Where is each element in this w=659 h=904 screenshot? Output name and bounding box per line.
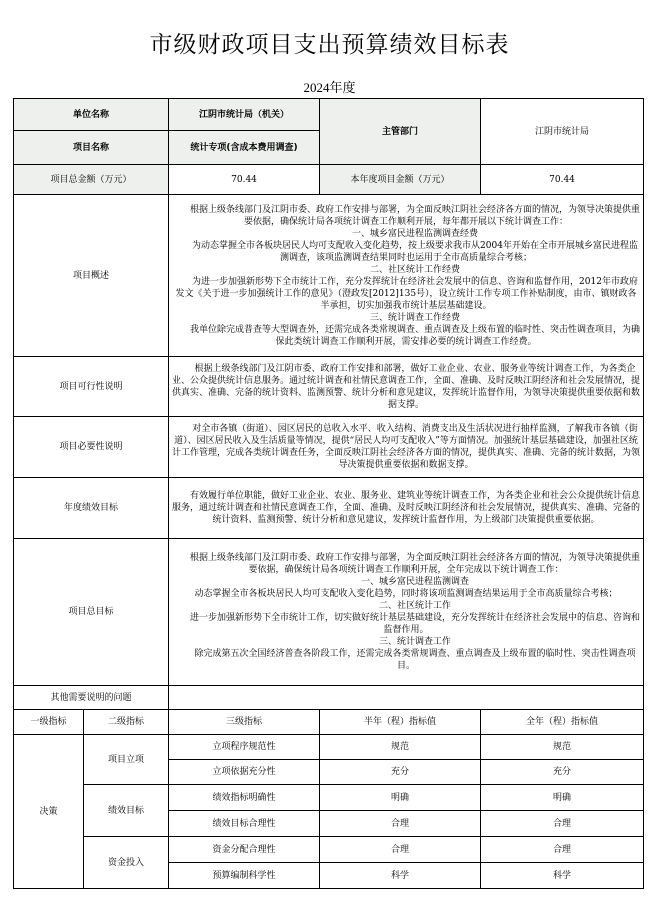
other-notes-label: 其他需要说明的问题 — [14, 686, 169, 710]
other-notes-value — [169, 686, 644, 710]
unit-name-label: 单位名称 — [14, 99, 169, 131]
level2-item: 绩效目标 — [84, 785, 169, 837]
header-level3: 三级指标 — [169, 710, 320, 735]
overview-text: 根据上级条线部门及江阴市委、政府工作安排与部署，为全面反映江阴社会经济各方面的情况，为领导决策提供重要依据，确保统计局各项统计调查工作顺利开展，每年都开展以下统计调查工作： 一、城乡富民进程监测调查经费 为动态掌握全市各板块居民人均可支配收入变化趋势，按上级要求我市从2004年开始在全市开展城乡富民进程监测调查，该项监测调查结果同时也运用于全市高质量综合考核； 二、社区统计工作经费 为进一步加强新形势下全市统计工作，充分发挥统计在经济社会发展中的信息、咨询和监督作用，2012年市政府发文《关于进一步加强统计工作的意见》（澄政发[2012]135号），设立统计工作专项工作补贴制度，由市、镇财政各半承担，切实加强我市统计基层基础建设。 三、统计调查工作经费 我单位除完成普查等大型调查外，还需完成各类常规调查、重点调查及上级布置的临时性、突击性调查项目，为确保此类统计调查工作顺利开展，需安排必要的统计调查工作经费。 — [169, 195, 644, 357]
header-full-year: 全年（程）指标值 — [481, 710, 644, 735]
half-value: 合理 — [320, 837, 481, 863]
annual-goal-label: 年度绩效目标 — [14, 478, 169, 539]
total-goal-text: 根据上级条线部门及江阴市委、政府工作安排与部署，为全面反映江阴社会经济各方面的情况，为领导决策提供重要依据，确保统计局各项统计调查工作顺利开展，全年完成以下统计调查工作： 一、城乡富民进程监测调查 动态掌握全市各板块居民人均可支配收入变化趋势，同时将该项监测调查结果运用于全市高质量综合考核； 二、社区统计工作 进一步加强新形势下全市统计工作，切实做好统计基层基础建设，充分发挥统计在经济社会发展中的信息、咨询和监督作用。 三、统计调查工作 除完成第五次全国经济普查各阶段工作，还需完成各类常规调查、重点调查及上级布置的临时性、突击性调查项目。 — [169, 539, 644, 686]
full-value: 规范 — [481, 735, 644, 760]
unit-name-value: 江阴市统计局（机关） — [169, 99, 320, 131]
level2-item: 项目立项 — [84, 735, 169, 785]
necessity-label: 项目必要性说明 — [14, 417, 169, 478]
necessity-text: 对全市各镇（街道）、园区居民的总收入水平、收入结构、消费支出及生活状况进行抽样监测，了解我市各镇（街道）、园区居民收入及生活质量等情况，提供“居民人均可支配收入”等方面情况。加强统计基层基础建设，加强社区统计工作管理，完成各类统计调查任务，全面反映江阴社会经济各方面的情况，提供真实、准确、完备的统计数据，为领导决策提供重要依据和数据支撑。 — [169, 417, 644, 478]
half-value: 明确 — [320, 785, 481, 811]
overview-label: 项目概述 — [14, 195, 169, 357]
header-level1: 一级指标 — [14, 710, 84, 735]
annual-goal-text: 有效履行单位职能，做好工业企业、农业、服务业、建筑业等统计调查工作，为各类企业和社会公众提供统计信息服务，通过统计调查和社情民意调查工作，全面、准确、及时反映江阴经济和社会发展情况，提供真实、准确、完备的统计资料、监测预警、统计分析和意见建议，发挥统计监督作用，为上级部门决策提供重要依据。 — [169, 478, 644, 539]
project-name-label: 项目名称 — [14, 131, 169, 165]
year-amount-value: 70.44 — [481, 165, 644, 195]
level3-item: 资金分配合理性 — [169, 837, 320, 863]
full-value: 科学 — [481, 863, 644, 889]
level3-item: 立项依据充分性 — [169, 760, 320, 785]
total-amount-label: 项目总金额（万元） — [14, 165, 169, 195]
total-amount-value: 70.44 — [169, 165, 320, 195]
total-goal-label: 项目总目标 — [14, 539, 169, 686]
full-value: 合理 — [481, 811, 644, 837]
full-value: 明确 — [481, 785, 644, 811]
half-value: 规范 — [320, 735, 481, 760]
half-value: 科学 — [320, 863, 481, 889]
page-title: 市级财政项目支出预算绩效目标表 — [149, 32, 510, 58]
dept-label: 主管部门 — [320, 99, 481, 165]
level2-item: 资金投入 — [84, 837, 169, 889]
feasibility-text: 根据上级条线部门及江阴市委、政府工作安排和部署，做好工业企业、农业、服务业等统计调查工作，为各类企业、公众提供统计信息服务。通过统计调查和社情民意调查工作，全面、准确、及时反映江阴经济和社会发展情况，提供真实、准确、完备的统计资料、监测预警、统计分析和意见建议，发挥统计监督作用，为领导决策提供重要依据和数据支撑。 — [169, 357, 644, 417]
project-name-value: 统计专项(含成本费用调查) — [169, 131, 320, 165]
level1-decision: 决策 — [14, 735, 84, 889]
half-value: 充分 — [320, 760, 481, 785]
dept-value: 江阴市统计局 — [481, 99, 644, 165]
header-half-year: 半年（程）指标值 — [320, 710, 481, 735]
half-value: 合理 — [320, 811, 481, 837]
level3-item: 绩效指标明确性 — [169, 785, 320, 811]
performance-target-table — [13, 98, 644, 889]
level3-item: 绩效目标合理性 — [169, 811, 320, 837]
year-label: 2024年度 — [303, 80, 356, 95]
level3-item: 预算编制科学性 — [169, 863, 320, 889]
full-value: 合理 — [481, 837, 644, 863]
full-value: 充分 — [481, 760, 644, 785]
year-amount-label: 本年度项目金额（万元） — [320, 165, 481, 195]
header-level2: 二级指标 — [84, 710, 169, 735]
feasibility-label: 项目可行性说明 — [14, 357, 169, 417]
level3-item: 立项程序规范性 — [169, 735, 320, 760]
